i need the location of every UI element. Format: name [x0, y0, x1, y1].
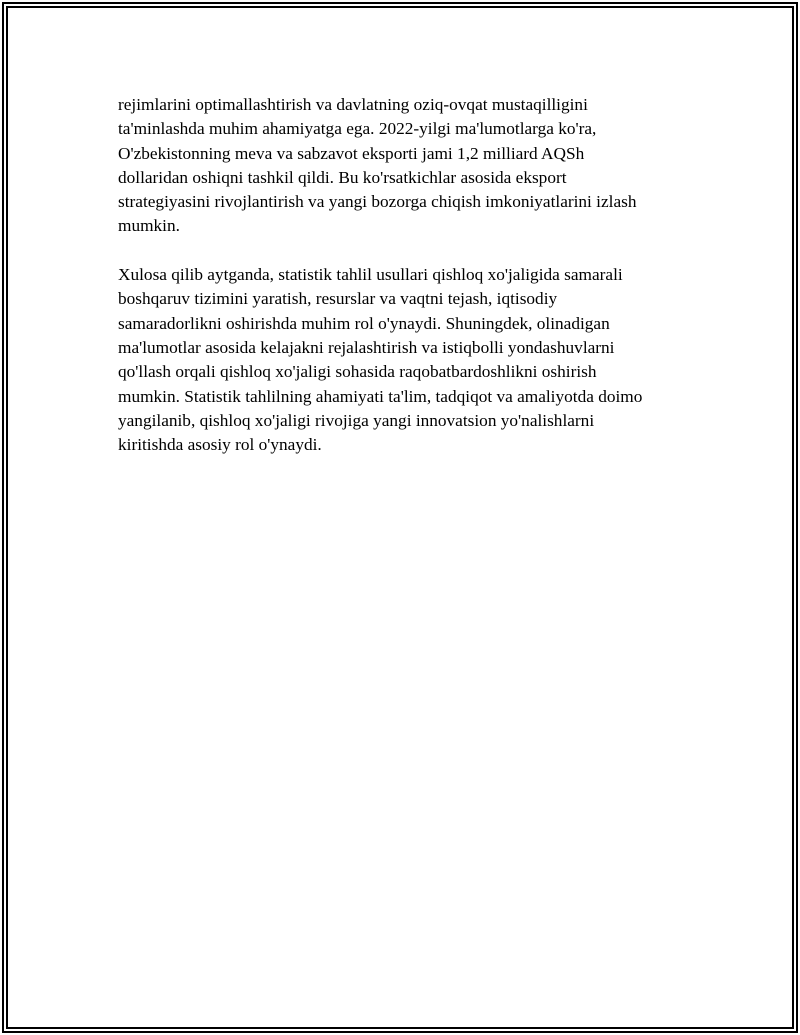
body-paragraph-conclusion: Xulosa qilib aytganda, statistik tahlil usullari qishloq xo'jaligida samarali boshqaruv tizimini yaratish, resurslar va vaqtni tejash, iqtisodiy samaradorlikni oshirishda muhim rol o'ynaydi. Shuningdek, olinadigan ma'lumotlar asosida kelajakni rejalashtirish va istiqbolli yondashuvlarni qo'llash orqali qishloq xo'jaligi sohasida raqobatbardoshlikni oshirish mumkin. Statistik tahlilning ahamiyati ta'lim, tadqiqot va amaliyotda doimo yangilanib, qishloq xo'jaligi rivojiga yangi innovatsion yo'nalishlarni kiritishda asosiy rol o'ynaydi. [118, 265, 643, 455]
document-body [118, 93, 690, 457]
body-paragraph-export: rejimlarini optimallashtirish va davlatning oziq-ovqat mustaqilligini ta'minlashda muhim ahamiyatga ega. 2022-yilgi ma'lumotlarga ko'ra, O'zbekistonning meva va sabzavot eksporti jami 1,2 milliard AQSh dollaridan oshiqni tashkil qildi. Bu ko'rsatkichlar asosida eksport strategiyasini rivojlantirish va yangi bozorga chiqish imkoniyatlarini izlash mumkin. [118, 95, 637, 236]
